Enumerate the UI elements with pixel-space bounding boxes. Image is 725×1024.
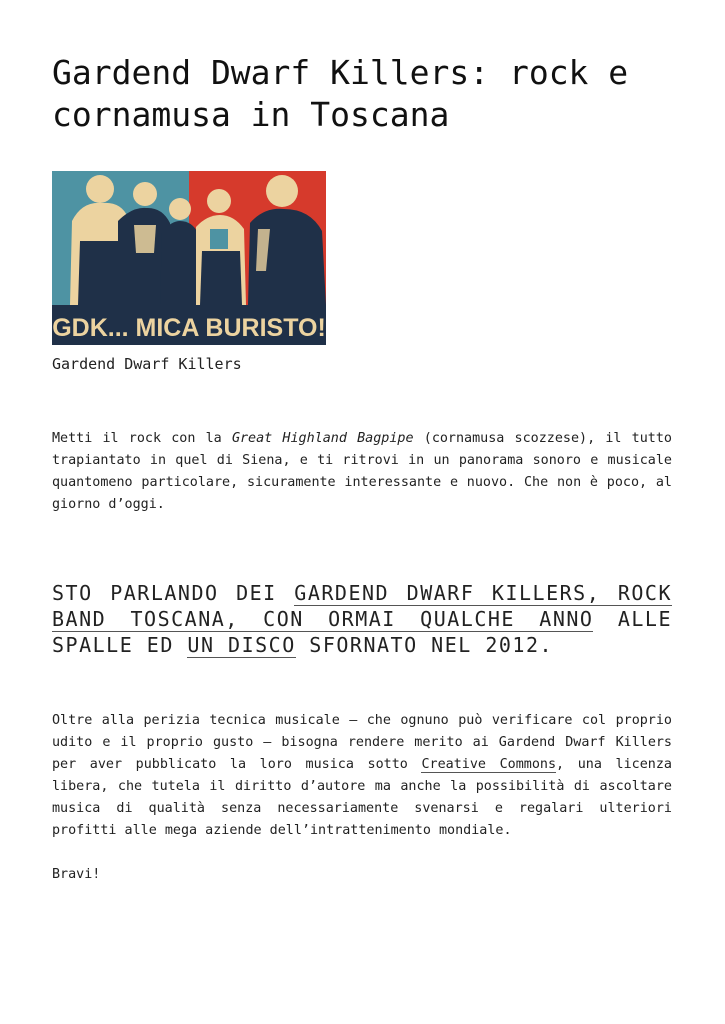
banner-text: GDK... MICA BURISTO! [52,314,326,342]
creative-commons-link[interactable]: Creative Commons [421,757,557,772]
paragraph-license: Oltre alla perizia tecnica musicale – che ognuno può verificare col proprio udito e il proprio gusto – bisogna rendere merito ai Gardend Dwarf Killers per aver pubblicato la loro musica sotto Creative Commons, una licenza libera, che tutela il diritto d’autore ma anche la possibilità di ascoltare musica di qualità senza necessariamente svenarsi e regalari ulteriori profitti alle mega aziende dell’intrattenimento mondiale. [52,713,672,838]
paragraph-closing: Bravi! [52,867,101,882]
paragraph-intro: Metti il rock con la Great Highland Bagpipe (cornamusa scozzese), il tutto trapiantato in quel di Siena, e ti ritrovi in un panorama sonoro e musicale quantomeno particolare, sicuramente interessante e nuovo. Che non è poco, al giorno d’oggi. [52,431,672,512]
band-link[interactable]: GARDEND DWARF KILLERS, ROCK BAND TOSCANA, CON ORMAI QUALCHE ANNO [52,581,672,631]
image-caption: Gardend Dwarf Killers [52,355,242,373]
article-title: Gardend Dwarf Killers: rock e cornamusa in Toscana [52,53,629,134]
bagpipe-emphasis: Great Highland Bagpipe [231,431,414,446]
pull-quote: STO PARLANDO DEI GARDEND DWARF KILLERS, ROCK BAND TOSCANA, CON ORMAI QUALCHE ANNO ALLE SPALLE ED UN DISCO SFORNATO NEL 2012. [52,581,672,657]
band-photo [52,171,326,345]
disc-link[interactable]: UN DISCO [187,633,296,657]
